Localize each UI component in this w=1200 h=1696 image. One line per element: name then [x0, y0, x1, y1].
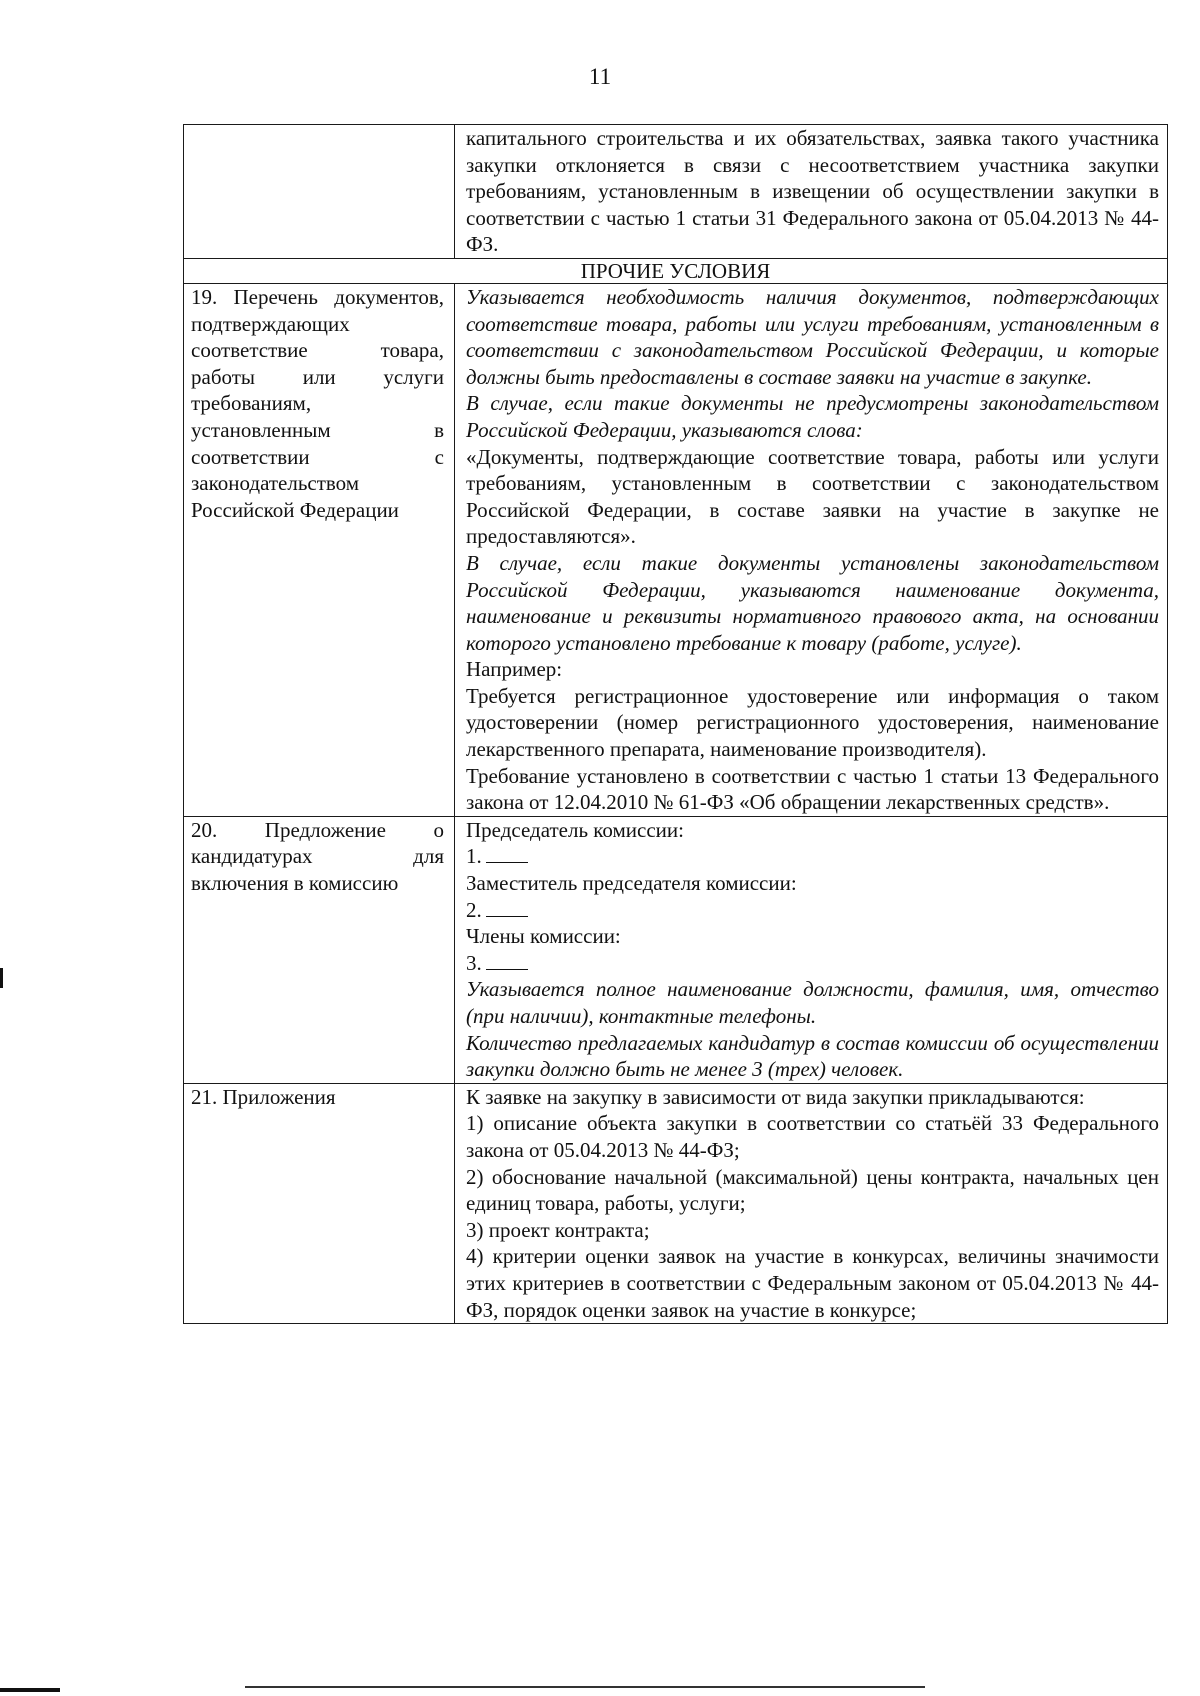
right-cell-continuation: [455, 125, 1168, 259]
document-table: [183, 124, 1168, 1324]
row-20-label-text: 20. Предложение о кандидатурах для включения в комиссию: [191, 817, 444, 896]
row-19-content: [455, 283, 1168, 816]
left-cell-empty: [184, 125, 455, 259]
row-20-label: [184, 816, 455, 1083]
scan-edge-mark: [0, 968, 3, 988]
row-19-para-6: Требуется регистрационное удостоверение или информация о таком удостоверении (номер регистрационного удостоверения, наименование лекарственного препарата, наименование производителя).: [466, 683, 1159, 762]
row-19-para-5: Например:: [466, 657, 563, 682]
section-heading-row: [184, 258, 1168, 283]
row-19-label-text: 19. Перечень документов, подтверждающих соответствие товара, работы или услуги требованиям, установленным в соответствии с законодательством Российской Федерации: [191, 284, 444, 522]
row-21-content: [455, 1083, 1168, 1323]
row-19-para-2: В случае, если такие документы не предусмотрены законодательством Российской Федерации, указываются слова:: [466, 391, 1159, 442]
row-20-note-2: Количество предлагаемых кандидатур в состав комиссии об осуществлении закупки должно быть не менее 3 (трех) человек.: [466, 1030, 1159, 1082]
row-19-label: [184, 283, 455, 816]
row-21-intro: К заявке на закупку в зависимости от вида закупки прикладываются:: [466, 1084, 1085, 1109]
row-19-para-1: Указывается необходимость наличия документов, подтверждающих соответствие товара, работы или услуги требованиям, установленным в соответствии с законодательством Российской Федерации, и которые должны быть предоставлены в составе заявки на участие в закупке.: [466, 284, 1159, 389]
row-19-para-7: Требование установлено в соответствии с частью 1 статьи 13 Федерального закона от 12.04.2010 № 61-ФЗ «Об обращении лекарственных средств».: [466, 763, 1159, 815]
row-20-content: [455, 816, 1168, 1083]
section-heading: ПРОЧИЕ УСЛОВИЯ: [184, 258, 1168, 283]
row-21-item-2: 2) обоснование начальной (максимальной) цены контракта, начальных цен единиц товара, работы, услуги;: [466, 1164, 1159, 1216]
row-21-item-4: 4) критерии оценки заявок на участие в конкурсах, величины значимости этих критериев в соответствии с Федеральным законом от 05.04.2013 № 44-ФЗ, порядок оценки заявок на участие в конкурсе;: [466, 1244, 1159, 1322]
scan-edge-mark-bottom: [0, 1688, 60, 1692]
chair-label: Председатель комиссии:: [466, 817, 684, 842]
table-row-21: [184, 1083, 1168, 1323]
deputy-line: [466, 897, 1159, 924]
deputy-label: Заместитель председателя комиссии:: [466, 871, 797, 896]
row-21-item-1: 1) описание объекта закупки в соответствии со статьёй 33 Федерального закона от 05.04.2013 № 44-ФЗ;: [466, 1111, 1159, 1162]
deputy-blank: [486, 898, 528, 917]
members-line: [466, 950, 1159, 977]
deputy-number: 2.: [466, 897, 482, 922]
chair-line: [466, 843, 1159, 870]
row-19-para-3: «Документы, подтверждающие соответствие товара, работы или услуги требованиям, установленным в соответствии с законодательством Российской Федерации, в составе заявки на участие в закупке не предоставляются».: [466, 444, 1159, 549]
row-21-label-text: 21. Приложения: [191, 1084, 336, 1109]
row-21-item-3: 3) проект контракта;: [466, 1217, 650, 1242]
members-blank: [486, 951, 528, 970]
table-row-20: [184, 816, 1168, 1083]
chair-number: 1.: [466, 844, 482, 869]
continuation-text: капитального строительства и их обязательствах, заявка такого участника закупки отклоняется в связи с несоответствием участника закупки требованиям, установленным в извещении об осуществлении закупки в соответствии с частью 1 статьи 31 Федерального закона от 05.04.2013 № 44-ФЗ.: [466, 126, 1159, 257]
members-number: 3.: [466, 950, 482, 975]
chair-blank: [486, 844, 528, 863]
row-20-note-1: Указывается полное наименование должности, фамилия, имя, отчество (при наличии), контактные телефоны.: [466, 977, 1159, 1028]
members-label: Члены комиссии:: [466, 924, 621, 949]
row-21-label: [184, 1083, 455, 1323]
page-number: 11: [588, 64, 612, 89]
row-19-para-4: В случае, если такие документы установлены законодательством Российской Федерации, указываются наименование документа, наименование и реквизиты нормативного правового акта, на основании которого установлено требование к товару (работе, услуге).: [466, 550, 1159, 655]
scan-bottom-line: [245, 1686, 925, 1688]
table-row-19: [184, 283, 1168, 816]
table-row-continuation: [184, 125, 1168, 259]
